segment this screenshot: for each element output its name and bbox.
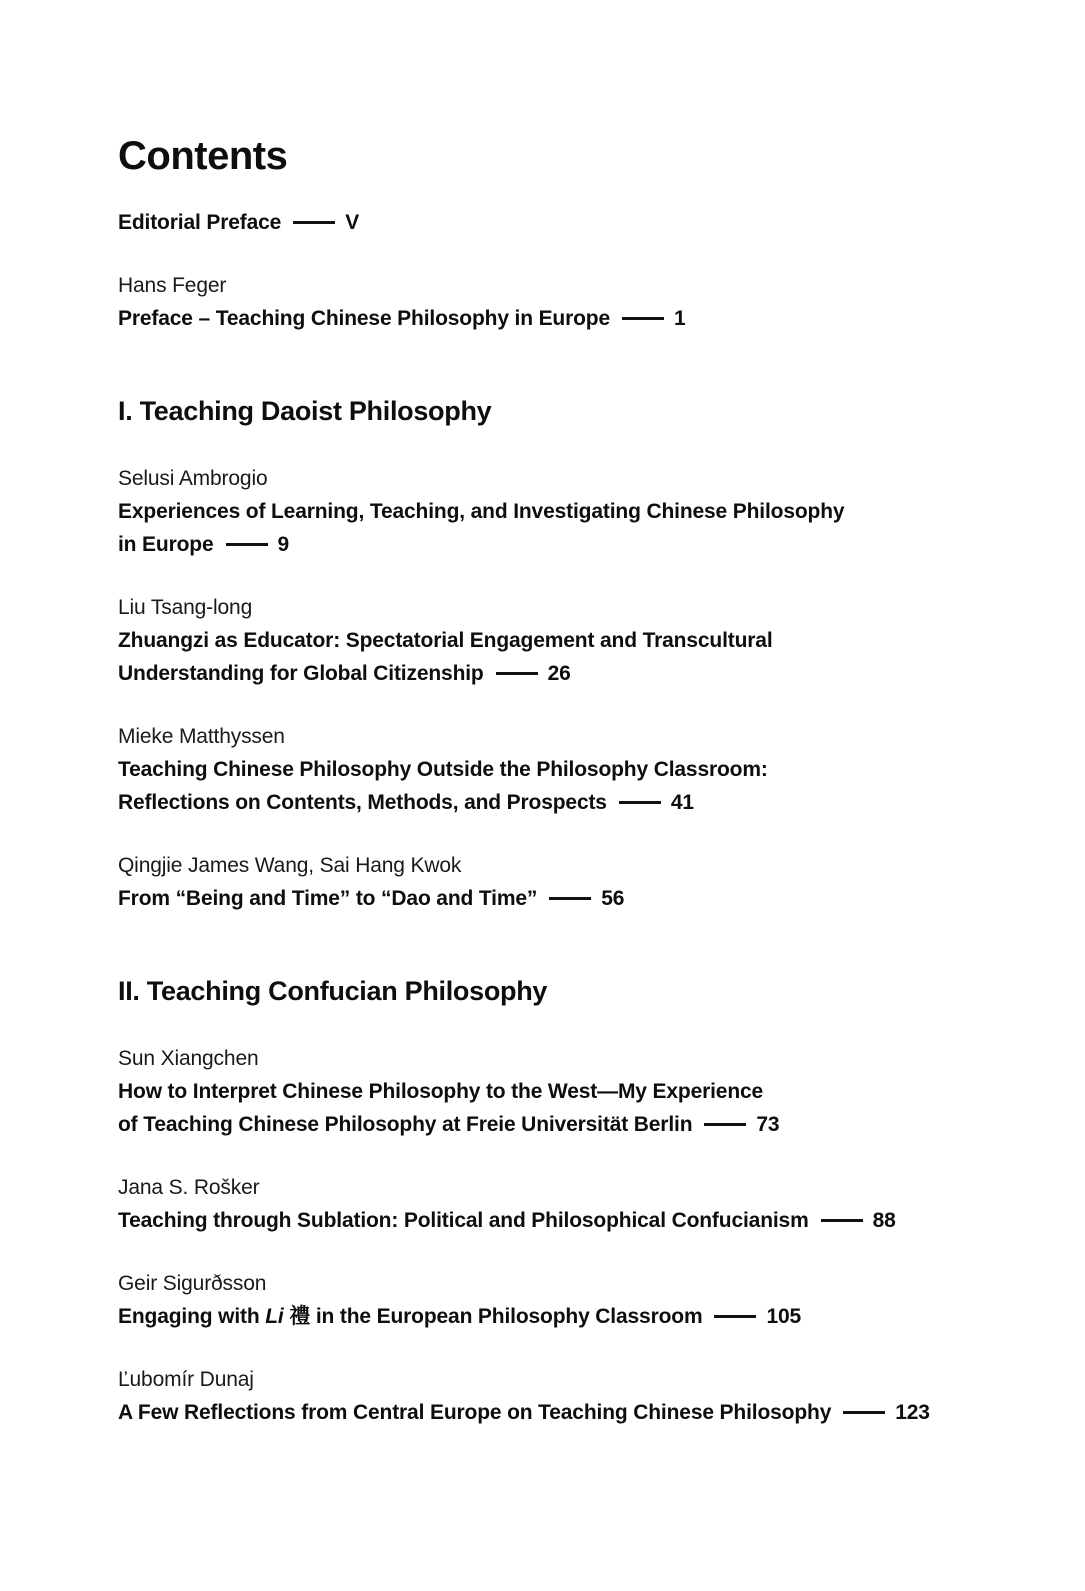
toc-dash-rule (226, 543, 268, 546)
toc-dash-rule (843, 1411, 885, 1414)
toc-page-number: 123 (895, 1401, 930, 1424)
toc-entry-authors: Hans Feger (118, 274, 227, 297)
page-title: Contents (118, 134, 288, 178)
toc-entry-title-line: How to Interpret Chinese Philosophy to the West—My Experience (118, 1080, 764, 1103)
toc-entry-title-line: of Teaching Chinese Philosophy at Freie Universität Berlin 73 (118, 1113, 780, 1136)
toc-page-number: 26 (547, 662, 571, 685)
toc-page-number: 1 (674, 307, 686, 330)
toc-entry-title-line: Engaging with Li 禮 in the European Philosophy Classroom 105 (118, 1305, 802, 1328)
toc-entry-title-line: Editorial Preface V (118, 211, 360, 234)
toc-section-heading: II. Teaching Confucian Philosophy (118, 976, 548, 1006)
toc-page-number: 56 (601, 887, 625, 910)
toc-entry-title-line: in Europe 9 (118, 533, 290, 556)
toc-entry-title-line: A Few Reflections from Central Europe on Teaching Chinese Philosophy 123 (118, 1401, 930, 1424)
toc-entry-authors: Jana S. Rošker (118, 1176, 260, 1199)
toc-dash-rule (549, 897, 591, 900)
toc-section-heading: I. Teaching Daoist Philosophy (118, 396, 492, 426)
toc-entry-title-line: Zhuangzi as Educator: Spectatorial Engagement and Transcultural (118, 629, 773, 652)
toc-entry-title-line: Reflections on Contents, Methods, and Prospects 41 (118, 791, 694, 814)
toc-entry (118, 1363, 970, 1429)
toc-dash-rule (622, 317, 664, 320)
toc-dash-rule (496, 672, 538, 675)
toc-entry-title-line: From “Being and Time” to “Dao and Time” 56 (118, 887, 625, 910)
toc-entry-authors: Geir Sigurðsson (118, 1272, 267, 1295)
toc-list (118, 206, 970, 1429)
toc-dash-rule (714, 1315, 756, 1318)
toc-entry-authors: Sun Xiangchen (118, 1047, 259, 1070)
toc-page-number: 73 (756, 1113, 780, 1136)
toc-entry-authors: Mieke Matthyssen (118, 725, 285, 748)
toc-entry-title-line: Preface – Teaching Chinese Philosophy in Europe 1 (118, 307, 686, 330)
toc-entry (118, 462, 970, 561)
toc-entry (118, 269, 970, 335)
toc-entry-authors: Selusi Ambrogio (118, 467, 268, 490)
toc-dash-rule (821, 1219, 863, 1222)
toc-entry-title-line: Teaching through Sublation: Political and Philosophical Confucianism 88 (118, 1209, 896, 1232)
toc-entry-authors: Liu Tsang-long (118, 596, 253, 619)
toc-entry-authors: Qingjie James Wang, Sai Hang Kwok (118, 854, 462, 877)
toc-page-number: 9 (277, 533, 290, 556)
toc-entry (118, 591, 970, 690)
toc-entry-title-line: Understanding for Global Citizenship 26 (118, 662, 571, 685)
toc-entry (118, 849, 970, 915)
toc-entry (118, 720, 970, 819)
toc-dash-rule (293, 221, 335, 224)
toc-dash-rule (704, 1123, 746, 1126)
toc-entry (118, 1171, 970, 1237)
toc-dash-rule (619, 801, 661, 804)
toc-page-number: 105 (766, 1305, 802, 1328)
toc-page-number: 88 (872, 1209, 896, 1232)
toc-page-number: 41 (670, 791, 694, 814)
toc-entry (118, 206, 970, 239)
toc-entry (118, 1267, 970, 1333)
toc-entry-title-line: Experiences of Learning, Teaching, and Investigating Chinese Philosophy (118, 500, 845, 523)
toc-entry-authors: Ľubomír Dunaj (118, 1368, 254, 1391)
toc-entry (118, 1042, 970, 1141)
toc-entry-title-line: Teaching Chinese Philosophy Outside the Philosophy Classroom: (118, 758, 768, 781)
toc-page-number: V (345, 211, 360, 234)
